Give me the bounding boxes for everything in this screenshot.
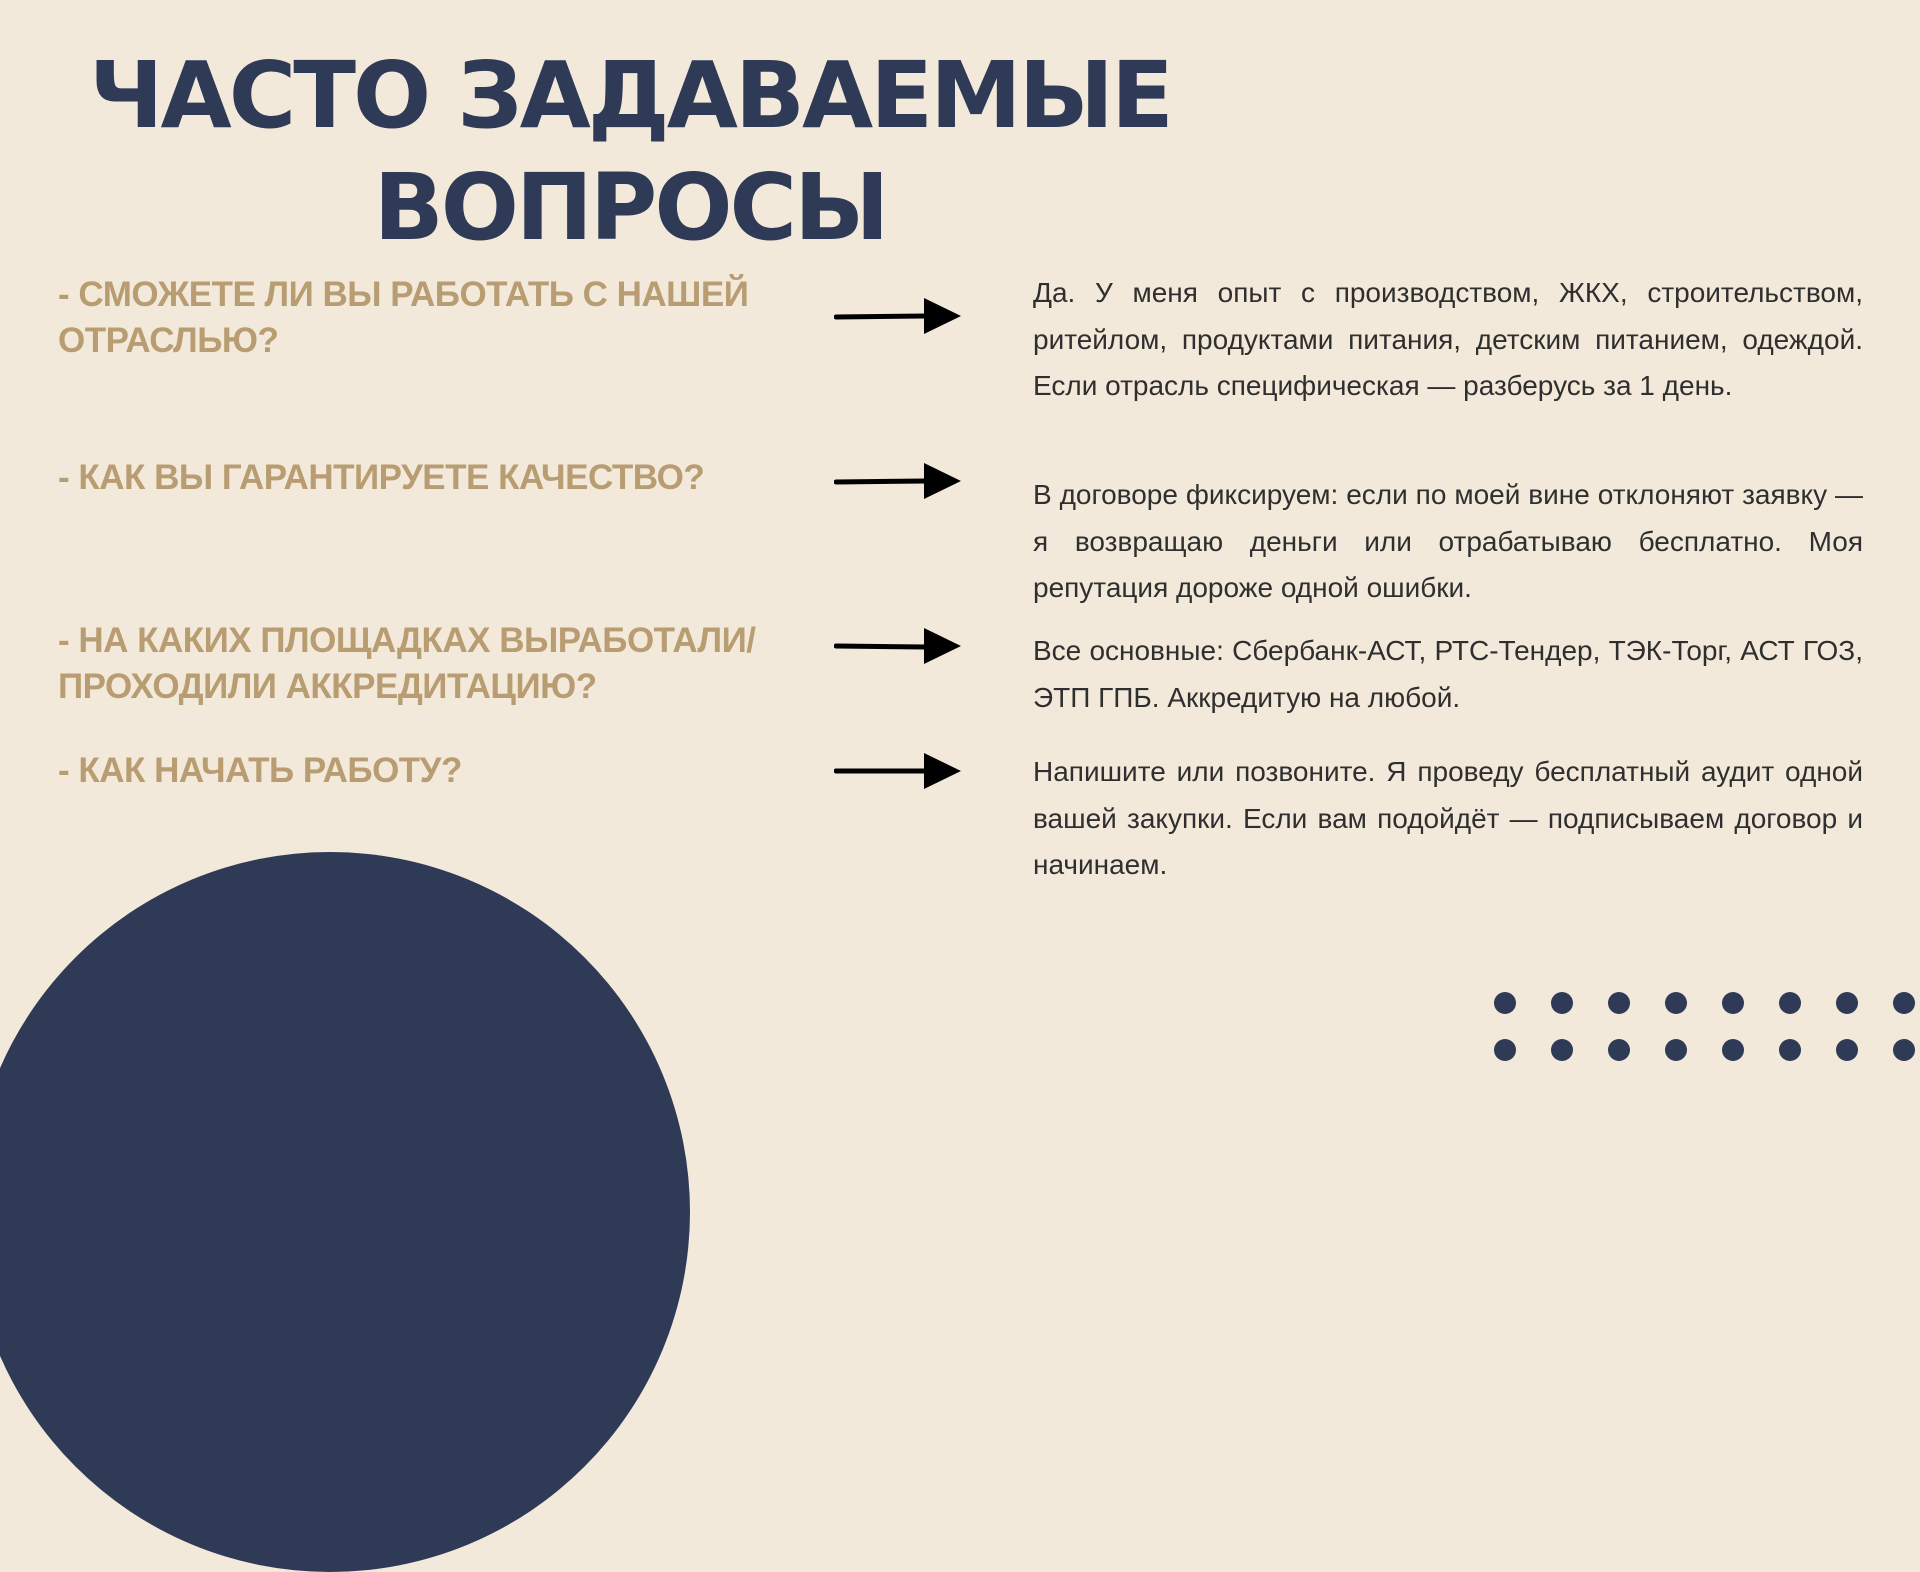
dot	[1836, 992, 1858, 1014]
arrow-right-icon	[834, 626, 962, 666]
dot	[1779, 992, 1801, 1014]
faq-answer-3: Все основные: Сбербанк-АСТ, РТС-Тендер, ТЭК-Торг, АСТ ГОЗ, ЭТП ГПБ. Аккредитую на любой.	[1033, 635, 1863, 713]
dot-grid-decoration	[1494, 992, 1915, 1061]
dot	[1608, 992, 1630, 1014]
title-line-1: ЧАСТО ЗАДАВАЕМЫЕ	[89, 42, 1171, 149]
dot	[1722, 1039, 1744, 1061]
faq-question-1: - СМОЖЕТЕ ЛИ ВЫ РАБОТАТЬ С НАШЕЙ ОТРАСЛЬЮ?	[58, 275, 749, 360]
dot	[1608, 1039, 1630, 1061]
dot	[1836, 1039, 1858, 1061]
dot	[1494, 992, 1516, 1014]
faq-question-3: - НА КАКИХ ПЛОЩАДКАХ ВЫРАБОТАЛИ/ ПРОХОДИЛИ АККРЕДИТАЦИЮ?	[58, 621, 756, 706]
arrow-right-icon	[834, 296, 962, 336]
faq-question-4: - КАК НАЧАТЬ РАБОТУ?	[58, 751, 462, 790]
dot	[1665, 992, 1687, 1014]
dot	[1494, 1039, 1516, 1061]
dot	[1551, 1039, 1573, 1061]
semicircle-decoration	[0, 852, 690, 1572]
faq-answer-4: Напишите или позвоните. Я проведу бесплатный аудит одной вашей закупки. Если вам подойдёт — подписываем договор и начинаем.	[1033, 756, 1863, 880]
dot	[1893, 1039, 1915, 1061]
dot	[1551, 992, 1573, 1014]
dot	[1893, 992, 1915, 1014]
faq-answer-1: Да. У меня опыт с производством, ЖКХ, строительством, ритейлом, продуктами питания, детским питанием, одеждой. Если отрасль специфическая — разберусь за 1 день.	[1033, 277, 1863, 401]
dot	[1779, 1039, 1801, 1061]
faq-answer-2: В договоре фиксируем: если по моей вине отклоняют заявку — я возвращаю деньги или отрабатываю бесплатно. Моя репутация дороже одной ошибки.	[1033, 479, 1863, 603]
dot	[1722, 992, 1744, 1014]
faq-question-2: - КАК ВЫ ГАРАНТИРУЕТЕ КАЧЕСТВО?	[58, 458, 705, 497]
arrow-right-icon	[834, 751, 962, 791]
arrow-right-icon	[834, 461, 962, 501]
title-line-2: ВОПРОСЫ	[373, 154, 887, 261]
dot	[1665, 1039, 1687, 1061]
